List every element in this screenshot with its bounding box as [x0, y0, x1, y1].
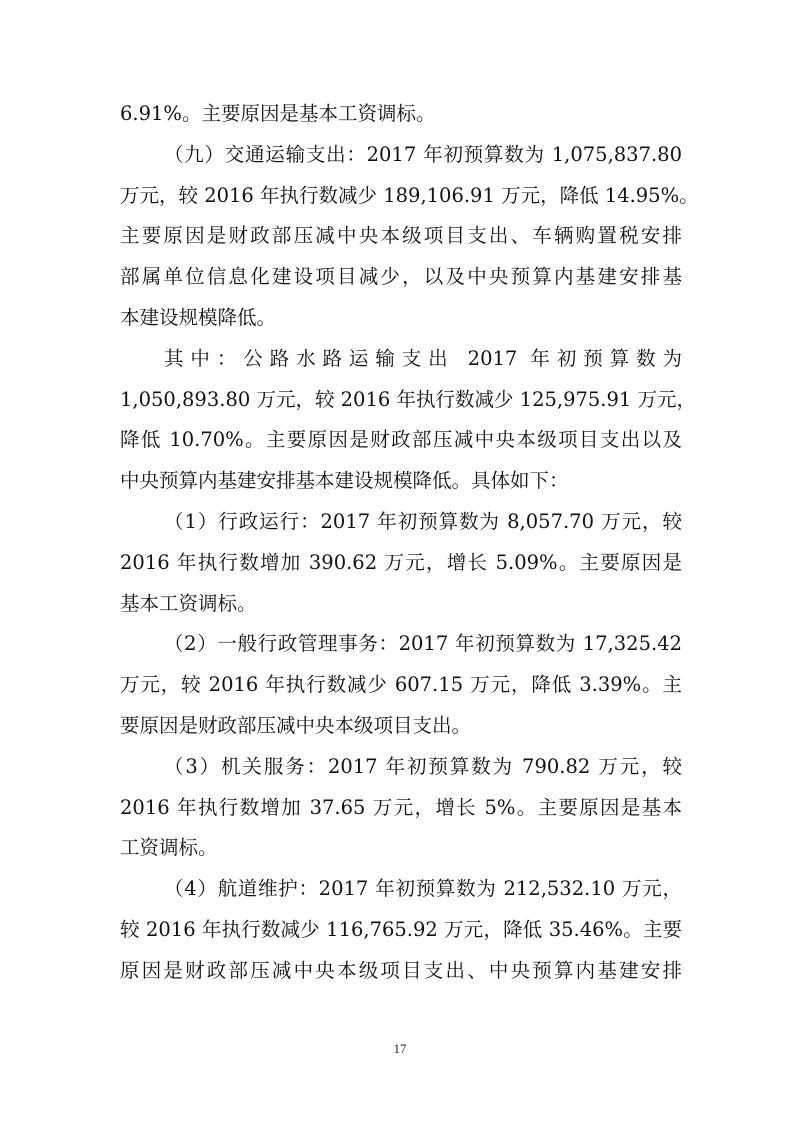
text-line: 万元，较 2016 年执行数减少 189,106.91 万元，降低 14.95%。 — [120, 183, 699, 207]
text-line: 部属单位信息化建设项目减少，以及中央预算内基建安排基 — [120, 265, 682, 289]
text-line: 2016 年执行数增加 390.62 万元，增长 5.09%。主要原因是 — [120, 550, 682, 574]
text-line: 要原因是财政部压减中央本级项目支出。 — [120, 713, 472, 737]
text-line: （4）航道维护：2017 年初预算数为 212,532.10 万元， — [164, 877, 682, 901]
text-line: 较 2016 年执行数减少 116,765.92 万元，降低 35.46%。主要 — [120, 917, 682, 941]
text-line: 基本工资调标。 — [120, 591, 257, 615]
text-line: 中央预算内基建安排基本建设规模降低。具体如下： — [120, 469, 569, 493]
text-line: 其中：公路水路运输支出 2017 年初预算数为 — [164, 346, 682, 370]
text-line: （3）机关服务：2017 年初预算数为 790.82 万元，较 — [164, 754, 682, 778]
page-number: 17 — [393, 1041, 407, 1056]
text-line: （九）交通运输支出：2017 年初预算数为 1,075,837.80 — [164, 142, 682, 166]
text-line: （1）行政运行：2017 年初预算数为 8,057.70 万元，较 — [164, 509, 682, 533]
text-line: 降低 10.70%。主要原因是财政部压减中央本级项目支出以及 — [120, 428, 682, 452]
text-line: 主要原因是财政部压减中央本级项目支出、车辆购置税安排 — [120, 224, 682, 248]
text-line: 6.91%。主要原因是基本工资调标。 — [120, 102, 436, 125]
text-line: 原因是财政部压减中央本级项目支出、中央预算内基建安排 — [120, 958, 682, 982]
text-line: 工资调标。 — [120, 836, 218, 860]
text-line: 1,050,893.80 万元，较 2016 年执行数减少 125,975.91 万元， — [120, 387, 697, 411]
text-line: （2）一般行政管理事务：2017 年初预算数为 17,325.42 — [164, 632, 682, 656]
text-line: 2016 年执行数增加 37.65 万元，增长 5%。主要原因是基本 — [120, 795, 682, 819]
text-line: 本建设规模降低。 — [120, 305, 277, 329]
text-line: 万元，较 2016 年执行数减少 607.15 万元，降低 3.39%。主 — [120, 673, 682, 697]
body-text — [120, 94, 699, 992]
